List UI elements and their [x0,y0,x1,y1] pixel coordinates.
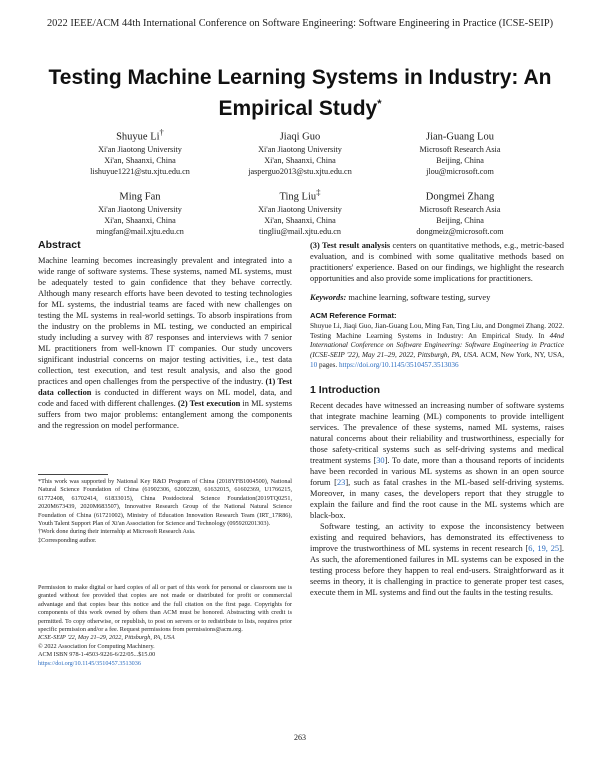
paper-title [40,64,560,122]
author-name: Dongmei Zhang [425,191,495,203]
author-affiliation: Microsoft Research Asia [419,204,501,214]
venue-line: ICSE-SEIP '22, May 21–29, 2022, Pittsburgh, PA, USA [38,634,175,642]
page-number: 263 [294,733,306,742]
author-location: Xi'an, Shaanxi, China [104,215,176,225]
introduction-heading: 1 Introduction [310,383,380,396]
author-email: tingliu@mail.xjtu.edu.cn [259,226,341,236]
acm-reference-body: Shuyue Li, Jiaqi Guo, Jian-Guang Lou, Ming Fan, Ting Liu, and Dongmei Zhang. 2022. Testing Machine Learning Systems in Industry: An Empirical Study. In 44nd International Conference on Software Engineering: Software Engineering in Practice (ICSE-SEIP '22), May 21–29, 2022, Pittsburgh, PA, USA. ACM, New York, NY, USA, 10 pages. https://doi.org/10.1145/3510457.3513036 [310,321,564,369]
abstract-continued: (3) Test result analysis centers on quantitative methods, e.g., metric-based evaluation, and is combined with some qualitative methods based on practitioners' experience. Based on our findings, we highlight the research opportunities and also provide some implications for practitioners. [310,241,564,283]
author-block [210,126,390,177]
author-name: Ming Fan [119,191,161,203]
citation-link[interactable]: 30 [376,455,385,465]
author-name: Jian-Guang Lou [426,131,494,143]
acm-reference [310,311,564,371]
permission-block [38,584,292,668]
author-email: lishuyue1221@stu.xjtu.edu.cn [90,166,190,176]
author-block [50,126,230,177]
abstract-body: Machine learning becomes increasingly prevalent and integrated into a wide range of software systems. These systems, named ML systems, must be adequately tested to gain confidence that they behave correctly. Although many research efforts have been devoted to testing technologies for ML systems, the industrial teams are faced with new challenges on testing the ML systems in real-world settings. To absorb inspirations from the industry on the problems in ML testing, we conducted an empirical study including a survey with 87 responses and interviews with 7 senior ML practitioners from well-known IT companies. Our study uncovers significant industrial concerns on major testing activities, i.e., test data collection, test execution, and test result analysis, and also the good practices and open challenges from the perspective of the industry. (1) Test data collection is conducted in different ways on ML model, data, and code and faced with different challenges. (2) Test execution in ML systems suffers from two major problems: entanglement among the components and the regression on model performance. [38,256,293,430]
author-block [370,126,550,177]
funding-footnote: *This work was supported by National Key R&D Program of China (2018YFB1004500), National Natural Science Foundation of China (61902306, 62002280, 61632015, 61602369, U1766215, 61772408, 61702414, 61833015), China Postdoctoral Science Foundation(2019TQ0251, 2020M673439, 2020M683507), Innovative Research Group of the National Natural Science Foundation of China (61721002), Ministry of Education Innovation Research Team (IRT_17R86), Youth Talent Support Plan of Xi'an Association for Science and Technology (095920201303). [38,478,292,528]
copyright-line: © 2022 Association for Computing Machinery. [38,642,155,650]
intro-paragraph-1: Recent decades have witnessed an increasing number of software systems that integrate machine learning (ML) components to provide intelligent services. The prevalence of these systems, named ML systems, raises natural concerns about their reliability and trustworthiness, especially for those safety-critical systems such as self-driving systems and medical treatment systems [30]. To date, more than a thousand reports of incidents have been recorded in various ML systems as shown in an open source forum [23], such as fatal crashes in the ML-based self-driving systems. Moreover, in many cases, the developers report that they struggle to explain the failure and find the root cause in the ML systems which are black-box. [310,400,564,520]
footnotes [38,478,292,545]
author-affiliation: Xi'an Jiaotong University [258,204,342,214]
author-name: Ting Liu‡ [279,187,321,203]
author-email: jasperguo2013@stu.xjtu.edu.cn [248,166,352,176]
intro-paragraph-2: Software testing, an activity to expose the inconsistency between existing and required behaviors, has demonstrated its effectiveness to improve the trustworthiness of ML systems in recent research [6, 19, 25]. As such, the aforementioned failures in ML systems can be exposed in the testing process before they happen to real end-users. Straightforward as it seems in theory, it is challenging in practice to generate proper test cases, execute them in ML systems and find out the faults in the testing results. [310,521,564,597]
author-block [50,186,230,237]
author-location: Beijing, China [436,155,484,165]
permission-text: Permission to make digital or hard copies of all or part of this work for personal or classroom use is granted without fee provided that copies are not made or distributed for profit or commercial advantage and that copies bear this notice and the full citation on the first page. Copyrights for components of this work owned by others than ACM must be honored. Abstracting with credit is permitted. To copy otherwise, or republish, to post on servers or to redistribute to lists, requires prior specific permission and/or a fee. Request permissions from permissions@acm.org. [38,584,292,634]
isbn-line: ACM ISBN 978-1-4503-9226-6/22/05...$15.00 [38,651,156,659]
page-count-link[interactable]: 10 [310,360,318,369]
author-affiliation: Xi'an Jiaotong University [98,204,182,214]
acm-reference-doi[interactable]: https://doi.org/10.1145/3510457.3513036 [338,360,459,369]
author-affiliation: Xi'an Jiaotong University [258,144,342,154]
author-location: Xi'an, Shaanxi, China [104,155,176,165]
author-location: Beijing, China [436,215,484,225]
doi-link[interactable]: https://doi.org/10.1145/3510457.3513036 [38,659,141,667]
conference-header: 2022 IEEE/ACM 44th International Conference on Software Engineering: Software Engineering in Practice (ICSE-SEIP) [46,18,554,29]
author-email: mingfan@mail.xjtu.edu.cn [96,226,184,236]
right-column [310,240,564,598]
author-affiliation: Xi'an Jiaotong University [98,144,182,154]
citation-link[interactable]: 23 [336,477,346,487]
author-name: Jiaqi Guo [279,131,321,143]
corresponding-footnote: ‡Corresponding author. [38,536,97,544]
author-name: Shuyue Li† [116,127,164,143]
abstract-heading: Abstract [38,239,81,251]
title-text: Testing Machine Learning Systems in Industry: An Empirical Study [48,66,552,120]
author-email: jlou@microsoft.com [426,166,494,176]
acm-reference-heading: ACM Reference Format: [310,311,397,320]
abstract-section [38,240,292,431]
author-block [210,186,390,237]
author-affiliation: Microsoft Research Asia [419,144,501,154]
author-location: Xi'an, Shaanxi, China [264,155,336,165]
author-email: dongmeiz@microsoft.com [416,226,504,236]
keywords: Keywords: machine learning, software testing, survey [310,293,491,302]
author-block [370,186,550,237]
author-location: Xi'an, Shaanxi, China [264,215,336,225]
citation-link[interactable]: 6, 19, 25 [528,543,560,553]
internship-footnote: †Work done during their internship at Microsoft Research Asia. [38,528,196,536]
footnote-divider [38,474,108,475]
title-footnote-mark: * [377,98,382,110]
